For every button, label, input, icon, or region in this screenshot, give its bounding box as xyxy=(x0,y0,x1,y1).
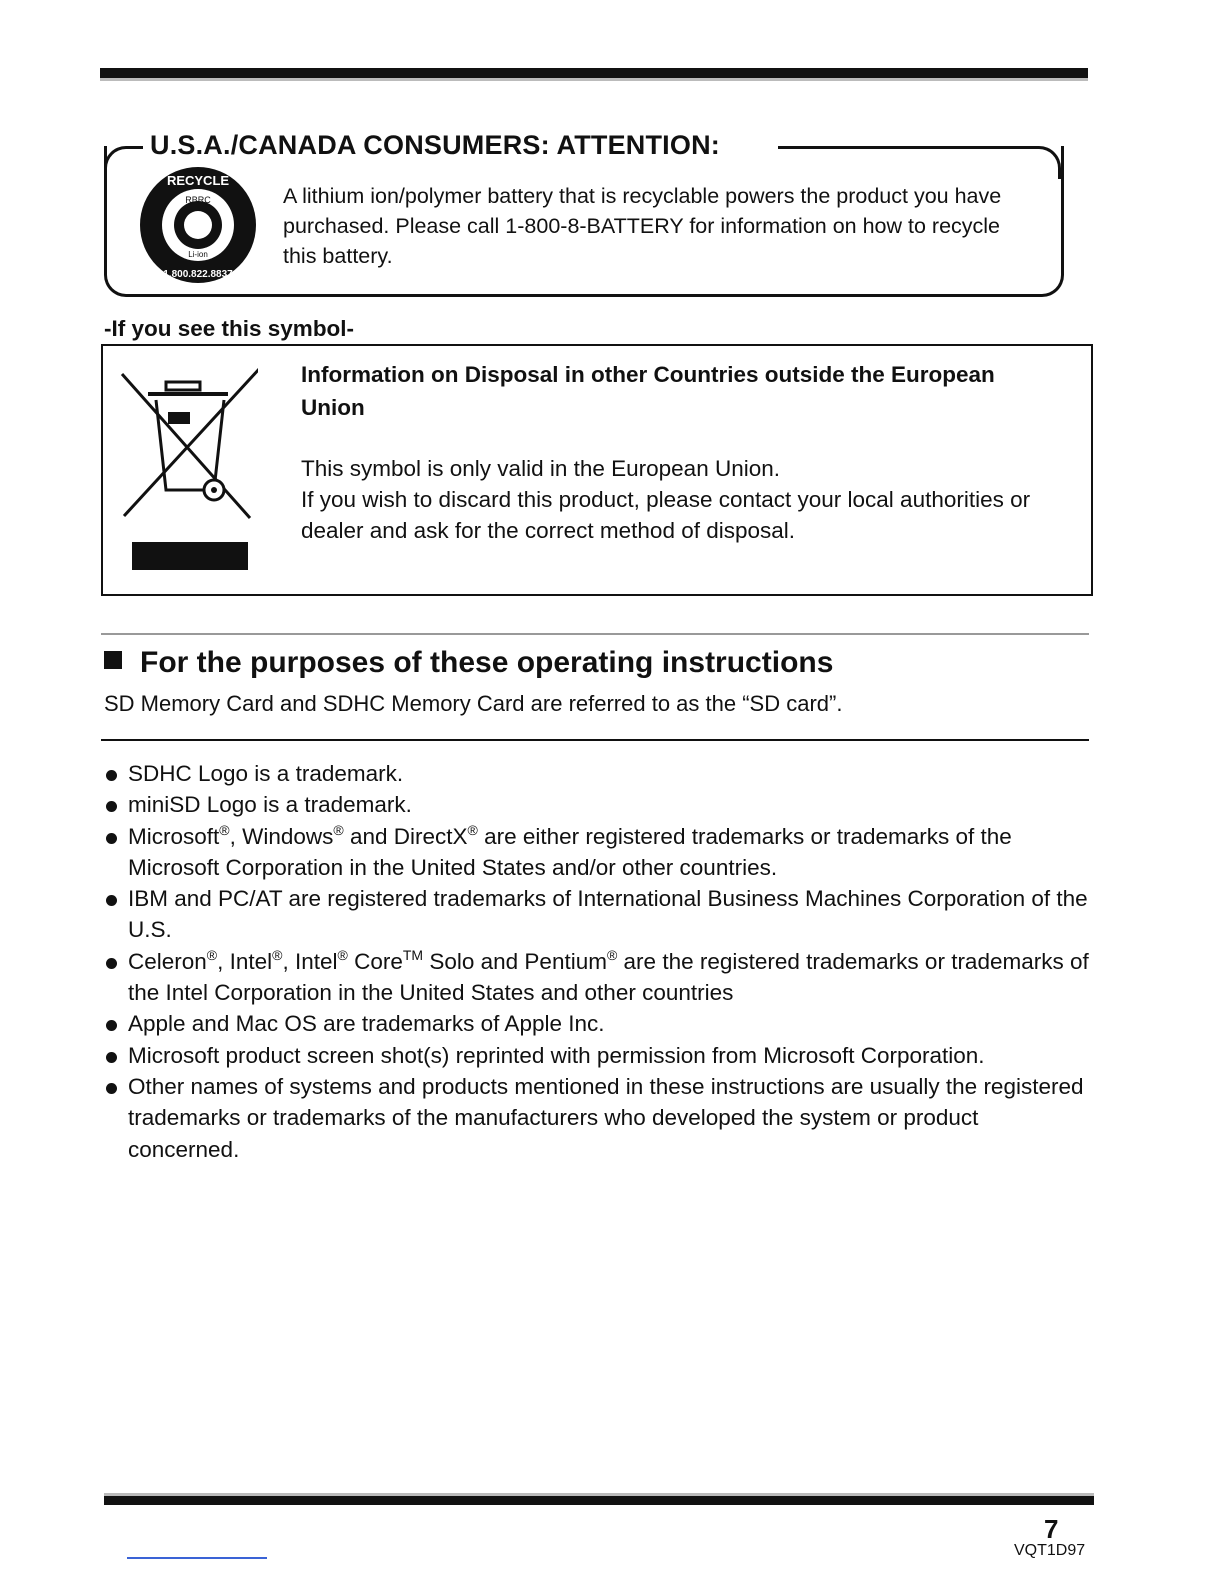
rbrc-logo-li-ion-text: Li-ion xyxy=(188,250,208,259)
top-rule-shadow xyxy=(100,78,1088,81)
list-item: Other names of systems and products mentioned in these instructions are usually the registered trademarks or trademarks of the manufacturers who developed the system or product concerned. xyxy=(104,1071,1094,1165)
list-item: Celeron®, Intel®, Intel® Core™ Solo and Pentium® are the registered trademarks or trademarks of the Intel Corporation in the United States and other countries xyxy=(104,946,1094,1009)
list-item: SDHC Logo is a trademark. xyxy=(104,758,1094,789)
list-item: IBM and PC/AT are registered trademarks of International Business Machines Corporation of the U.S. xyxy=(104,883,1094,946)
rbrc-logo-phone-text: 1.800.822.8837 xyxy=(163,269,233,280)
list-item: Microsoft®, Windows® and DirectX® are either registered trademarks or trademarks of the Microsoft Corporation in the United States and/or other countries. xyxy=(104,821,1094,884)
purposes-title-text: For the purposes of these operating instructions xyxy=(140,646,834,679)
section-divider xyxy=(101,633,1089,635)
square-bullet-icon xyxy=(104,651,122,669)
bullet-icon xyxy=(106,958,117,969)
rbrc-recycle-logo xyxy=(138,165,258,285)
document-code: VQT1D97 xyxy=(1014,1542,1086,1559)
bullet-icon xyxy=(106,1020,117,1031)
symbol-heading: -If you see this symbol- xyxy=(104,316,355,341)
list-item: Microsoft product screen shot(s) reprinted with permission from Microsoft Corporation. xyxy=(104,1040,1094,1071)
bullet-icon xyxy=(106,1083,117,1094)
thin-divider xyxy=(101,739,1089,741)
eu-disposal-text xyxy=(301,453,1061,546)
page-number: 7 xyxy=(1044,1514,1059,1544)
rbrc-logo-rbrc-text: RBRC xyxy=(185,195,211,205)
crossed-out-bin-icon xyxy=(118,368,258,572)
bullet-icon xyxy=(106,1052,117,1063)
rbrc-logo-recycle-text: RECYCLE xyxy=(166,173,230,188)
list-item: Apple and Mac OS are trademarks of Apple Inc. xyxy=(104,1008,1094,1039)
bottom-rule xyxy=(104,1496,1094,1505)
eu-disposal-title: Information on Disposal in other Countries outside the European Union xyxy=(301,362,995,420)
purposes-text: SD Memory Card and SDHC Memory Card are referred to as the “SD card”. xyxy=(104,691,843,716)
bullet-icon xyxy=(106,801,117,812)
bullet-icon xyxy=(106,770,117,781)
eu-text-line2: If you wish to discard this product, please contact your local authorities or dealer and ask for the correct method of disposal. xyxy=(301,487,1031,543)
eu-text-line1: This symbol is only valid in the European Union. xyxy=(301,456,780,481)
bullet-icon xyxy=(106,895,117,906)
top-rule xyxy=(100,68,1088,78)
usa-canada-title: U.S.A./CANADA CONSUMERS: ATTENTION: xyxy=(146,130,724,161)
bullet-icon xyxy=(106,833,117,844)
usa-box-top-line xyxy=(778,146,1022,149)
list-item: miniSD Logo is a trademark. xyxy=(104,789,1094,820)
purposes-heading xyxy=(104,646,833,680)
blue-underline xyxy=(127,1557,267,1559)
usa-canada-text: A lithium ion/polymer battery that is recyclable powers the product you have purchased. Please call 1-800-8-BATTERY for information on how to recycle this battery. xyxy=(283,184,1002,268)
trademarks-list xyxy=(104,758,1094,1165)
